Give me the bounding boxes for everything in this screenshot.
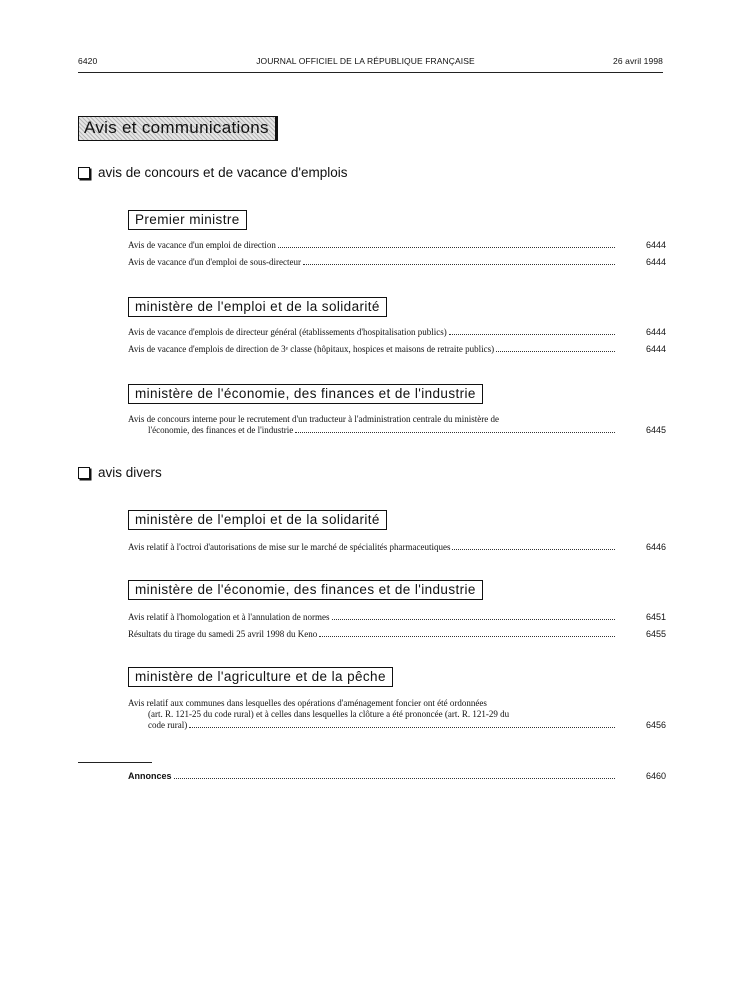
- entry-text: Avis relatif à l'homologation et à l'annulation de normes: [128, 612, 330, 622]
- leader-dots: [303, 264, 615, 265]
- section-title: avis divers: [98, 465, 162, 480]
- leader-dots: [278, 247, 615, 248]
- leader-dots: [332, 619, 615, 620]
- toc-entry[interactable]: [128, 542, 616, 553]
- ministry-heading: Premier ministre: [128, 210, 247, 230]
- ministry-heading: ministère de l'économie, des finances et de l'industrie: [128, 384, 483, 404]
- leader-dots: [174, 778, 615, 779]
- ministry-heading: ministère de l'agriculture et de la pêche: [128, 667, 393, 687]
- entry-text: Résultats du tirage du samedi 25 avril 1998 du Keno: [128, 629, 318, 639]
- entry-text: (art. R. 121-25 du code rural) et à celles dans lesquelles la clôture a été prononcée (art. R. 121-29 du: [148, 709, 510, 719]
- entry-text: Annonces: [128, 771, 172, 781]
- entry-text: code rural): [148, 720, 188, 730]
- entry-page[interactable]: 6456: [645, 720, 666, 730]
- toc-entry[interactable]: [128, 257, 616, 268]
- entry-page[interactable]: 6444: [645, 257, 666, 267]
- checkbox-square-icon: [78, 167, 90, 179]
- leader-dots: [452, 549, 615, 550]
- toc-entry[interactable]: [128, 698, 616, 731]
- entry-page[interactable]: 6444: [645, 327, 666, 337]
- toc-entry[interactable]: [128, 240, 616, 251]
- leader-dots: [319, 636, 615, 637]
- entry-page[interactable]: 6446: [645, 542, 666, 552]
- entry-page[interactable]: 6444: [645, 240, 666, 250]
- entry-page[interactable]: 6460: [645, 771, 666, 781]
- toc-entry[interactable]: [128, 327, 616, 338]
- toc-entry[interactable]: [128, 344, 616, 355]
- issue-date: 26 avril 1998: [613, 56, 663, 66]
- entry-text: Avis de vacance d'emplois de direction de 3ᵉ classe (hôpitaux, hospices et maisons de retraite publics): [128, 344, 495, 354]
- toc-entry[interactable]: [128, 629, 616, 640]
- toc-entry-annonces[interactable]: [128, 771, 616, 782]
- leader-dots: [496, 351, 615, 352]
- leader-dots: [295, 432, 615, 433]
- entry-text: Avis de vacance d'emplois de directeur général (établissements d'hospitalisation publics): [128, 327, 447, 337]
- section-banner: Avis et communications: [78, 116, 276, 141]
- entry-page[interactable]: 6445: [645, 425, 666, 435]
- separator-rule: [78, 762, 152, 763]
- header-rule: [78, 72, 663, 73]
- entry-text: Avis relatif aux communes dans lesquelles des opérations d'aménagement foncier ont été ordonnées: [128, 698, 487, 708]
- leader-dots: [189, 727, 615, 728]
- entry-page[interactable]: 6444: [645, 344, 666, 354]
- ministry-heading: ministère de l'économie, des finances et de l'industrie: [128, 580, 483, 600]
- toc-entry[interactable]: [128, 612, 616, 623]
- entry-text: Avis de concours interne pour le recrutement d'un traducteur à l'administration centrale du ministère de: [128, 414, 499, 424]
- journal-title: JOURNAL OFFICIEL DE LA RÉPUBLIQUE FRANÇAISE: [256, 56, 475, 66]
- section-heading-concours: [78, 165, 347, 180]
- ministry-heading: ministère de l'emploi et de la solidarité: [128, 297, 387, 317]
- toc-entry[interactable]: [128, 414, 616, 436]
- entry-page[interactable]: 6455: [645, 629, 666, 639]
- section-title: avis de concours et de vacance d'emplois: [98, 165, 348, 180]
- checkbox-square-icon: [78, 467, 90, 479]
- ministry-heading: ministère de l'emploi et de la solidarité: [128, 510, 387, 530]
- entry-text: Avis de vacance d'un emploi de direction: [128, 240, 276, 250]
- entry-text: Avis relatif à l'octroi d'autorisations de mise sur le marché de spécialités pharmaceutiques: [128, 542, 451, 552]
- section-heading-divers: [78, 465, 162, 480]
- entry-text: l'économie, des finances et de l'industrie: [148, 425, 294, 435]
- leader-dots: [449, 334, 615, 335]
- entry-page[interactable]: 6451: [645, 612, 666, 622]
- page-number: 6420: [78, 56, 98, 66]
- entry-text: Avis de vacance d'un d'emploi de sous-directeur: [128, 257, 302, 267]
